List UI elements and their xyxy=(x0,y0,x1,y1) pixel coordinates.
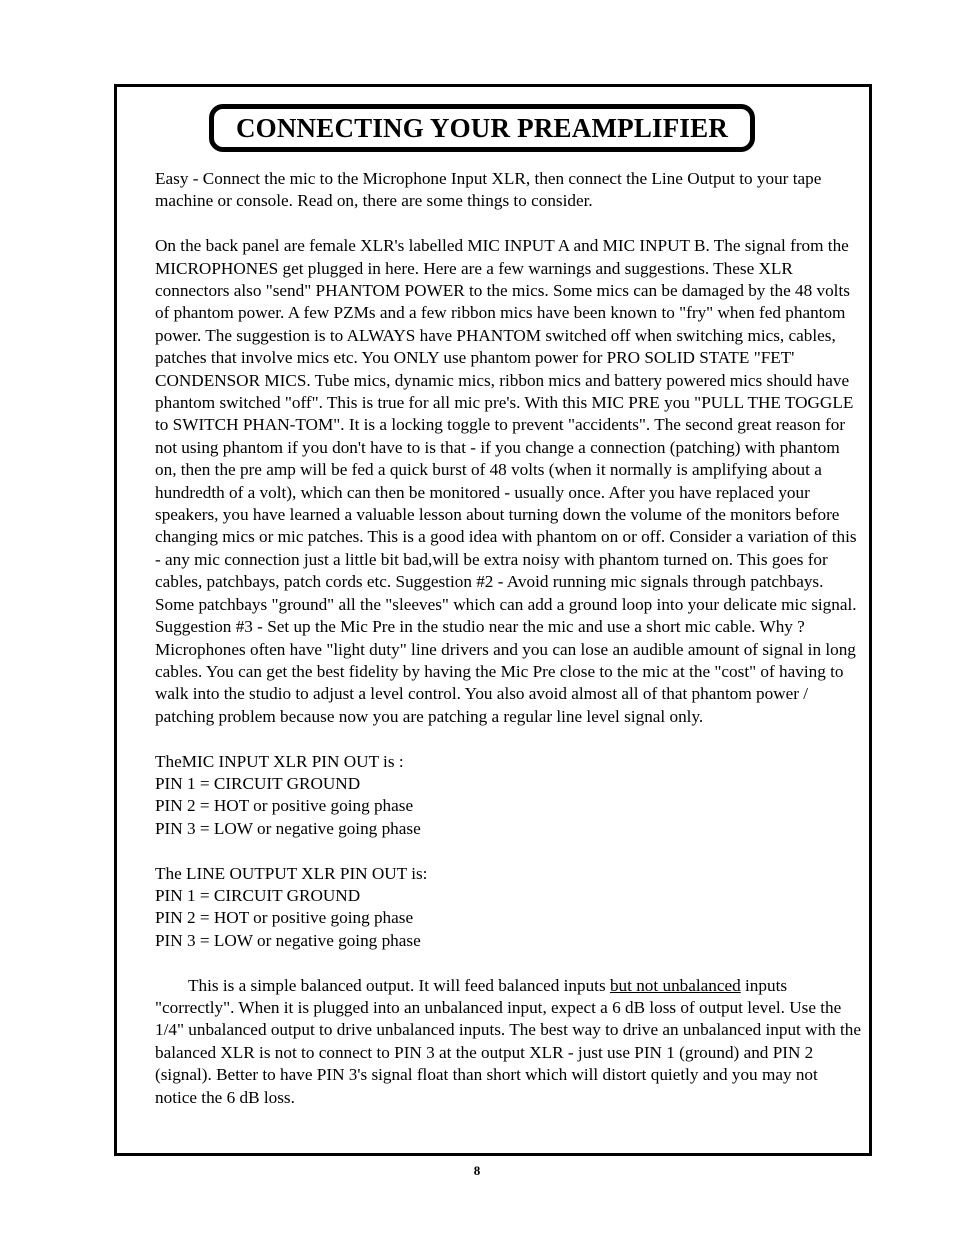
balanced-output-paragraph xyxy=(155,975,861,1109)
line-pin-1: PIN 1 = CIRCUIT GROUND xyxy=(155,885,361,905)
page-frame xyxy=(114,84,872,1156)
intro-paragraph: Easy - Connect the mic to the Microphone Input XLR, then connect the Line Output to your tape machine or console. Read on, there are some things to consider. xyxy=(155,169,822,211)
paragraph-gap xyxy=(155,840,861,862)
paragraph-gap xyxy=(155,952,861,974)
page-number: 8 xyxy=(473,1163,481,1178)
page-title: CONNECTING YOUR PREAMPLIFIER xyxy=(235,112,729,143)
page-content xyxy=(155,168,861,1109)
balanced-text-start: This is a simple balanced output. It will feed balanced inputs xyxy=(188,975,610,995)
mic-pinout-heading: TheMIC INPUT XLR PIN OUT is : xyxy=(155,751,404,771)
line-pin-2: PIN 2 = HOT or positive going phase xyxy=(155,908,414,928)
mic-pin-2: PIN 2 = HOT or positive going phase xyxy=(155,796,414,816)
mic-pin-3: PIN 3 = LOW or negative going phase xyxy=(155,818,421,838)
title-box xyxy=(209,104,755,152)
line-pin-3: PIN 3 = LOW or negative going phase xyxy=(155,930,421,950)
back-panel-paragraph: On the back panel are female XLR's labelled MIC INPUT A and MIC INPUT B. The signal from the MICROPHONES get plugged in here. Here are a few warnings and suggestions. These XLR connectors also "send" PHANTOM POWER to the mics. Some mics can be damaged by the 48 volts of phantom power. A few PZMs and a few ribbon mics have been known to "fry" when fed phantom power. The suggestion is to ALWAYS have PHANTOM switched off when switching mics, cables, patches that involve mics etc. You ONLY use phantom power for PRO SOLID STATE "FET' CONDENSOR MICS. Tube mics, dynamic mics, ribbon mics and battery powered mics should have phantom switched "off". This is true for all mic pre's. With this MIC PRE you "PULL THE TOGGLE to SWITCH PHAN-TOM". It is a locking toggle to prevent "accidents". The second great reason for not using phantom if you don't have to is that - if you change a connection (patching) with phantom on, then the pre amp will be fed a quick burst of 48 volts (when it normally is amplifying about a hundredth of a volt), which can then be monitored - usually once. After you have replaced your speakers, you have learned a valuable lesson about turning down the volume of the monitors before changing mics or mic patches. This is a good idea with phantom on or off. Consider a variation of this - any mic connection just a little bit bad,will be extra noisy with phantom turned on. This goes for cables, patchbays, patch cords etc. Suggestion #2 - Avoid running mic signals through patchbays. Some patchbays "ground" all the "sleeves" which can add a ground loop into your delicate mic signal. Suggestion #3 - Set up the Mic Pre in the studio near the mic and use a short mic cable. Why ? Microphones often have "light duty" line drivers and you can lose an audible amount of signal in long cables. You can get the best fidelity by having the Mic Pre close to the mic at the "cost" of having to walk into the studio to adjust a level control. You also avoid almost all of that phantom power / patching problem because now you are patching a regular line level signal only. xyxy=(155,236,857,726)
mic-pin-1: PIN 1 = CIRCUIT GROUND xyxy=(155,773,361,793)
paragraph-gap xyxy=(155,728,861,750)
balanced-text-underlined: but not unbalanced xyxy=(609,975,741,995)
line-pinout-heading: The LINE OUTPUT XLR PIN OUT is: xyxy=(155,863,428,883)
paragraph-gap xyxy=(155,213,861,235)
balanced-text-end: inputs "correctly". When it is plugged into an unbalanced input, expect a 6 dB loss of output level. Use the 1/4" unbalanced output to drive unbalanced inputs. The best way to drive an unbalanced input with the balanced XLR is not to connect to PIN 3 at the output XLR - just use PIN 1 (ground) and PIN 2 (signal). Better to have PIN 3's signal float than short which will distort quietly and you may not notice the 6 dB loss. xyxy=(155,975,861,1107)
